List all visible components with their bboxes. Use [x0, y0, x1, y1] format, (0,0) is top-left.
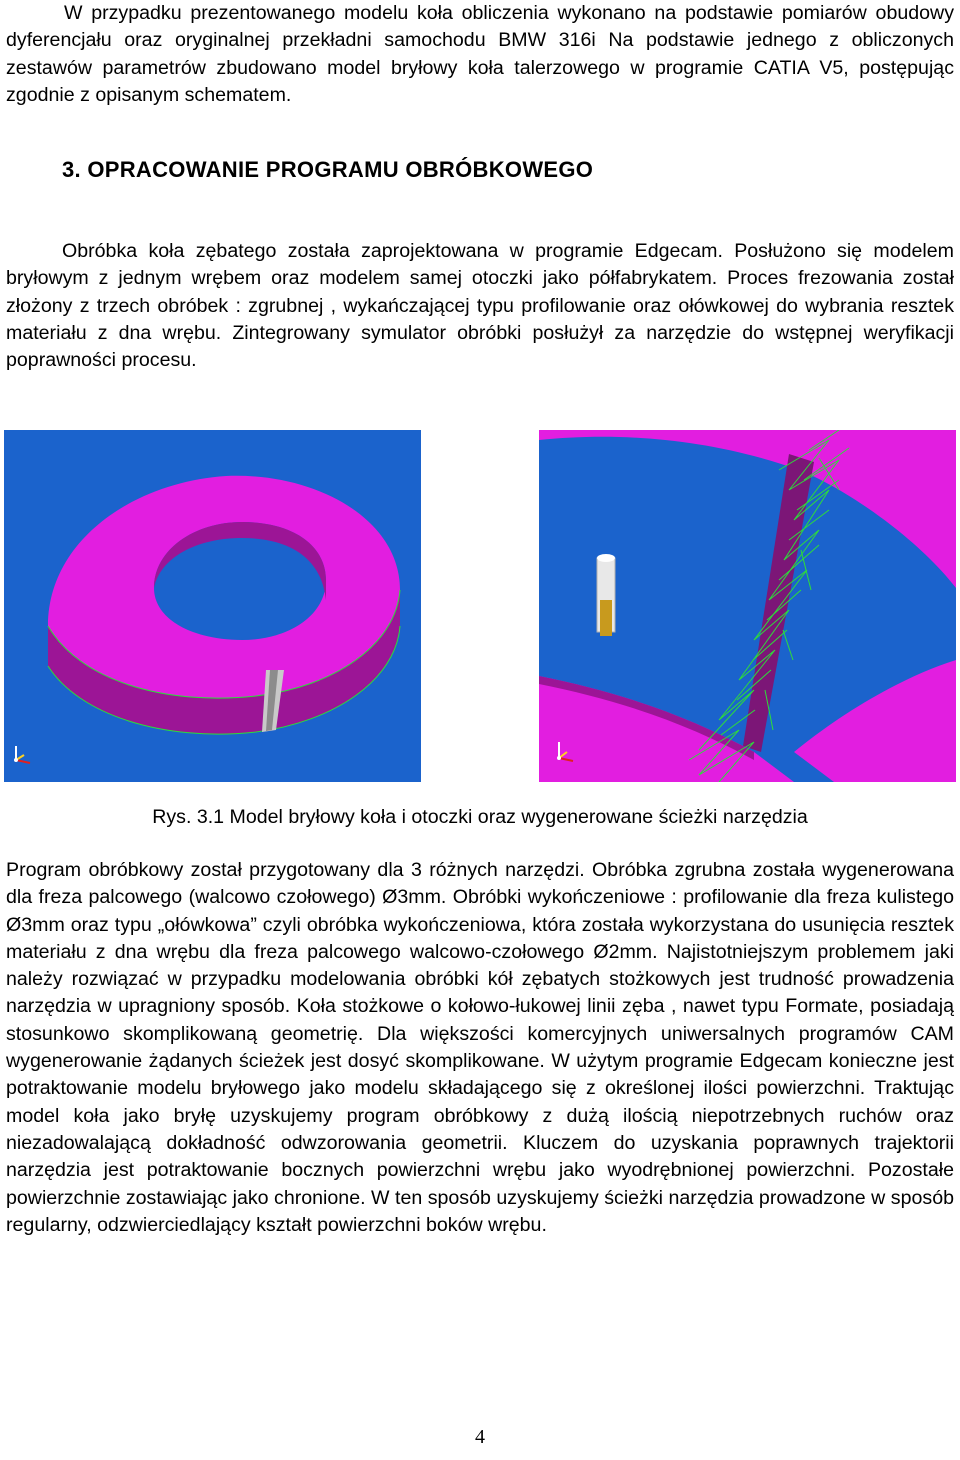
figure-caption: Rys. 3.1 Model bryłowy koła i otoczki oraz wygenerowane ścieżki narzędzia: [152, 806, 808, 828]
toolpath-simulation-image: [539, 430, 956, 782]
edgecam-paragraph: Obróbka koła zębatego została zaprojektowana w programie Edgecam. Posłużono się modelem bryłowym z jednym wrębem oraz modelem samej otoczki jako półfabrykatem. Proces frezowania został złożony z trzech obróbek : zgrubnej , wykańczającej typu profilowanie oraz ołówkowej do wybrania resztek materiału z dna wrębu. Zintegrowany symulator obróbki posłużył za narzędzie do wstępnej weryfikacji poprawności procesu.: [6, 240, 954, 372]
ring-gear-model-image: [4, 430, 421, 782]
cutting-tool: [597, 554, 615, 636]
program-paragraph: Program obróbkowy został przygotowany dla 3 różnych narzędzi. Obróbka zgrubna została wygenerowana dla freza palcowego (walcowo czołowego) Ø3mm. Obróbki wykończeniowe : profilowanie dla freza kulistego Ø3mm oraz typu „ołówkowa” czyli obróbka wykończeniowa, która została wykorzystana do usunięcia resztek materiału z dna wrębu dla freza palcowego walcowo-czołowego Ø2mm. Najistotniejszym problemem jaki należy rozwiązać w przypadku modelowania obróbki kół zębatych stożkowych jest trudność prowadzenia narzędzia w upragniony sposób. Koła stożkowe o kołowo-łukowej linii zęba , nawet typu Formate, posiadają stosunkowo skomplikowaną geometrię. Dla większości komercyjnych uniwersalnych programów CAM wygenerowanie żądanych ścieżek jest dosyć skomplikowane. W użytym programie Edgecam konieczne jest potraktowanie modelu bryłowego jako modelu składającego się z określonej ilości powierzchni. Traktując model koła jako bryłę uzyskujemy program obróbkowy z dużą ilością niepotrzebnych ruchów oraz niezadowalającą dokładność odwzorowania geometrii. Kluczem do uzyskania poprawnych trajektorii narzędzia jest potraktowanie bocznych powierzchni wrębu jako wyodrębnionej powierzchni. Pozostałe powierzchnie zostawiając jako chronione. W ten sposób uzyskujemy ścieżki narzędzia prowadzone w sposób regularny, odzwierciedlający kształt powierzchni boków wrębu.: [6, 859, 954, 1236]
page-number: 4: [475, 1426, 485, 1448]
section-heading: 3. OPRACOWANIE PROGRAMU OBRÓBKOWEGO: [62, 157, 594, 182]
intro-paragraph: W przypadku prezentowanego modelu koła obliczenia wykonano na podstawie pomiarów obudowy dyferencjału oraz oryginalnej przekładni samochodu BMW 316i Na podstawie jednego z obliczonych zestawów parametrów zbudowano model bryłowy koła talerzowego w programie CATIA V5, postępując zgodnie z opisanym schematem.: [6, 2, 954, 106]
